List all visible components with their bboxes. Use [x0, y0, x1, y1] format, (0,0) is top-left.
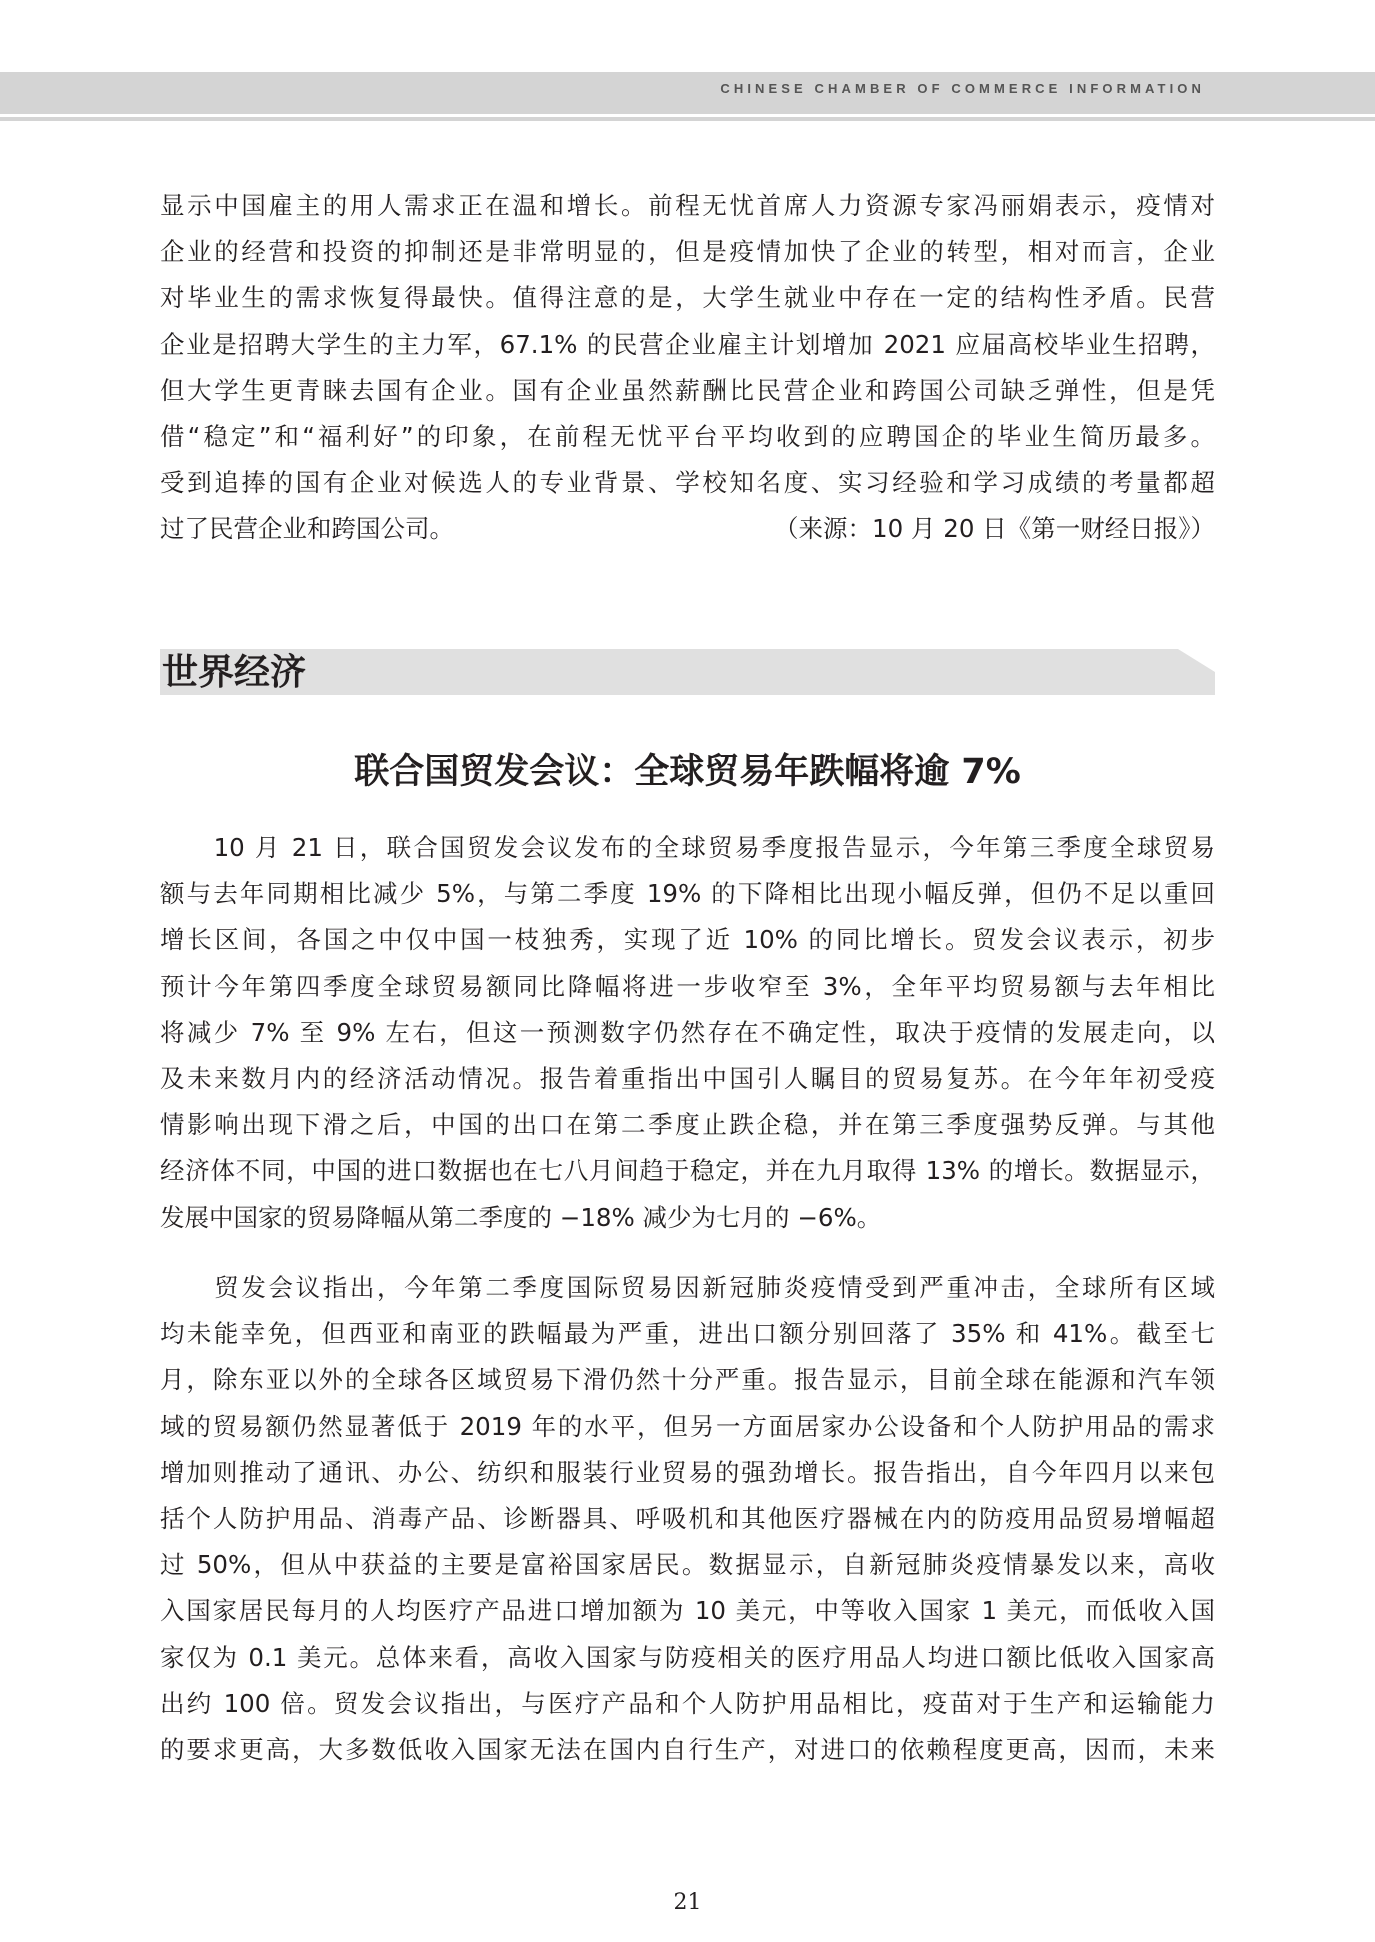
section-banner-background: [160, 649, 1215, 695]
text-line: 情影响出现下滑之后，中国的出口在第二季度止跌企稳，并在第三季度强势反弹。与其他: [160, 1110, 1215, 1140]
text-line: 过了民营企业和跨国公司。: [160, 514, 454, 544]
section-banner: [160, 649, 1215, 695]
article-paragraph: [160, 825, 1215, 1241]
text-line: 企业是招聘大学生的主力军，67.1% 的民营企业雇主计划增加 2021 应届高校毕业生招聘，: [160, 329, 1215, 359]
text-line: 额与去年同期相比减少 5%，与第二季度 19% 的下降相比出现小幅反弹，但仍不足以重回: [160, 879, 1215, 909]
text-line: 发展中国家的贸易降幅从第二季度的 −18% 减少为七月的 −6%。: [160, 1202, 882, 1232]
header-rule: [0, 117, 1375, 121]
text-line: 对毕业生的需求恢复得最快。值得注意的是，大学生就业中存在一定的结构性矛盾。民营: [160, 283, 1215, 313]
text-line: 月，除东亚以外的全球各区域贸易下滑仍然十分严重。报告显示，目前全球在能源和汽车领: [160, 1365, 1215, 1395]
text-line: 预计今年第四季度全球贸易额同比降幅将进一步收窄至 3%，全年平均贸易额与去年相比: [160, 971, 1215, 1001]
text-line: 增长区间，各国之中仅中国一枝独秀，实现了近 10% 的同比增长。贸发会议表示，初步: [160, 925, 1215, 955]
text-line: 显示中国雇主的用人需求正在温和增长。前程无忧首席人力资源专家冯丽娟表示，疫情对: [160, 191, 1215, 220]
text-line: 增加则推动了通讯、办公、纺织和服装行业贸易的强劲增长。报告指出，自今年四月以来包: [160, 1457, 1215, 1487]
text-line: 的要求更高，大多数低收入国家无法在国内自行生产，对进口的依赖程度更高，因而，未来: [160, 1735, 1215, 1765]
text-line: 企业的经营和投资的抑制还是非常明显的，但是疫情加快了企业的转型，相对而言，企业: [160, 237, 1215, 267]
running-header: CHINESE CHAMBER OF COMMERCE INFORMATION: [720, 81, 1205, 96]
section-title: 世界经济: [162, 651, 307, 693]
article-paragraph: [160, 1265, 1215, 1773]
text-line: 借“稳定”和“福利好”的印象，在前程无忧平台平均收到的应聘国企的毕业生简历最多。: [160, 422, 1215, 452]
text-line: 括个人防护用品、消毒产品、诊断器具、呼吸机和其他医疗器械在内的防疫用品贸易增幅超: [160, 1504, 1215, 1534]
text-line: 贸发会议指出，今年第二季度国际贸易因新冠肺炎疫情受到严重冲击，全球所有区域: [160, 1273, 1215, 1302]
text-line: 均未能幸免，但西亚和南亚的跌幅最为严重，进出口额分别回落了 35% 和 41%。截至七: [160, 1319, 1215, 1349]
text-line: 但大学生更青睐去国有企业。国有企业虽然薪酬比民营企业和跨国公司缺乏弹性，但是凭: [160, 375, 1215, 405]
text-line: 过 50%，但从中获益的主要是富裕国家居民。数据显示，自新冠肺炎疫情暴发以来，高收: [160, 1550, 1215, 1580]
text-line: 出约 100 倍。贸发会议指出，与医疗产品和个人防护用品相比，疫苗对于生产和运输能力: [160, 1688, 1215, 1718]
page-number: 21: [673, 1890, 702, 1915]
text-line: 入国家居民每月的人均医疗产品进口增加额为 10 美元，中等收入国家 1 美元，而低收入国: [160, 1596, 1215, 1626]
article-title: 联合国贸发会议：全球贸易年跌幅将逾 7%: [354, 752, 1021, 792]
text-line: 受到追捧的国有企业对候选人的专业背景、学校知名度、实习经验和学习成绩的考量都超: [160, 468, 1215, 498]
text-line: 将减少 7% 至 9% 左右，但这一预测数字仍然存在不确定性，取决于疫情的发展走向，以: [160, 1017, 1215, 1047]
text-line-with-source: [160, 506, 1215, 552]
text-line: 域的贸易额仍然显著低于 2019 年的水平，但另一方面居家办公设备和个人防护用品的需求: [160, 1411, 1215, 1441]
text-line: 经济体不同，中国的进口数据也在七八月间趋于稳定，并在九月取得 13% 的增长。数据显示，: [160, 1156, 1215, 1186]
source-citation: （来源：10 月 20 日《第一财经日报》）: [774, 514, 1215, 544]
text-line: 家仅为 0.1 美元。总体来看，高收入国家与防疫相关的医疗用品人均进口额比低收入国家高: [160, 1642, 1215, 1672]
text-line: 及未来数月内的经济活动情况。报告着重指出中国引人瞩目的贸易复苏。在今年年初受疫: [160, 1064, 1215, 1094]
text-line: 10 月 21 日，联合国贸发会议发布的全球贸易季度报告显示，今年第三季度全球贸易: [160, 833, 1215, 862]
continued-paragraph: [160, 183, 1215, 553]
